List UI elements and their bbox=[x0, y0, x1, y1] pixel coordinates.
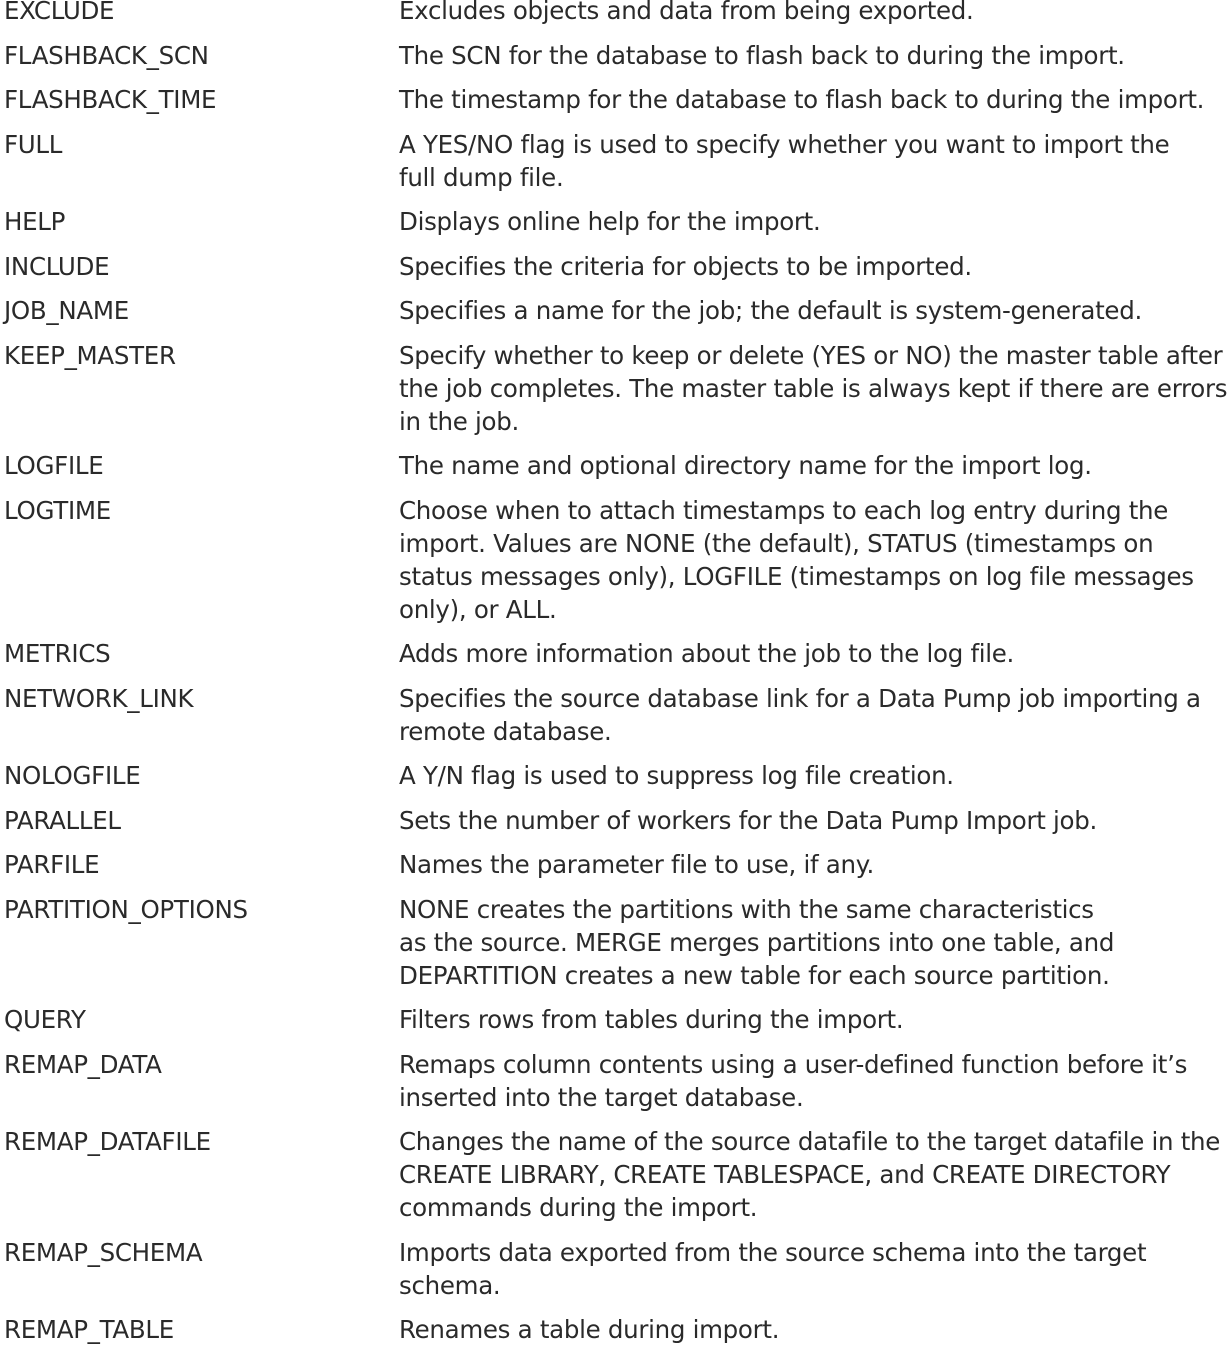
parameter-name: HELP bbox=[4, 207, 66, 236]
table-row bbox=[4, 83, 1230, 116]
parameter-description bbox=[399, 848, 1230, 881]
table-row bbox=[4, 682, 1230, 748]
table-row bbox=[4, 893, 1230, 992]
parameter-name: LOGTIME bbox=[4, 495, 111, 525]
parameter-description bbox=[399, 637, 1230, 670]
parameter-description bbox=[399, 250, 1230, 283]
description-line: Remaps column contents using a user-defined function before it’s bbox=[399, 1049, 1188, 1079]
description-line: Names the parameter file to use, if any. bbox=[399, 850, 874, 879]
parameter-name: KEEP_MASTER bbox=[4, 340, 176, 370]
description-line: NONE creates the partitions with the same characteristics bbox=[399, 894, 1094, 924]
description-line: schema. bbox=[399, 1270, 501, 1300]
table-row bbox=[4, 1236, 1230, 1302]
parameter-name: PARTITION_OPTIONS bbox=[4, 894, 248, 924]
parameter-description bbox=[399, 1003, 1230, 1036]
parameter-name: NOLOGFILE bbox=[4, 761, 141, 790]
parameter-description bbox=[399, 1236, 1230, 1302]
description-line: The timestamp for the database to flash back to during the import. bbox=[399, 85, 1205, 114]
parameter-name: QUERY bbox=[4, 1005, 86, 1034]
parameter-description bbox=[399, 759, 1230, 792]
description-line: Specify whether to keep or delete (YES or NO) the master table after bbox=[399, 340, 1223, 370]
parameter-name: REMAP_DATAFILE bbox=[4, 1127, 211, 1156]
parameter-name: FLASHBACK_SCN bbox=[4, 40, 209, 70]
parameter-description bbox=[399, 804, 1230, 837]
table-row bbox=[4, 637, 1230, 670]
parameter-description bbox=[399, 1125, 1230, 1224]
parameter-name: REMAP_TABLE bbox=[4, 1315, 174, 1344]
description-line: Displays online help for the import. bbox=[399, 207, 821, 236]
parameter-description bbox=[399, 494, 1230, 626]
parameter-description bbox=[399, 0, 1230, 27]
description-line: Specifies the criteria for objects to be imported. bbox=[399, 251, 972, 281]
description-line: import. Values are NONE (the default), STATUS (timestamps on bbox=[399, 528, 1154, 558]
description-line: as the source. MERGE merges partitions into one table, and bbox=[399, 927, 1115, 957]
parameter-description bbox=[399, 893, 1230, 992]
parameter-description bbox=[399, 682, 1230, 748]
description-line: Specifies the source database link for a Data Pump job importing a bbox=[399, 683, 1201, 713]
parameter-name: REMAP_DATA bbox=[4, 1049, 162, 1079]
table-row bbox=[4, 1313, 1230, 1346]
table-row bbox=[4, 1048, 1230, 1114]
description-line: CREATE LIBRARY, CREATE TABLESPACE, and CREATE DIRECTORY bbox=[399, 1160, 1171, 1189]
description-line: status messages only), LOGFILE (timestamps on log file messages bbox=[399, 561, 1194, 591]
table-row bbox=[4, 250, 1230, 283]
parameter-name: PARFILE bbox=[4, 850, 100, 879]
table-row bbox=[4, 848, 1230, 881]
parameter-description bbox=[399, 294, 1230, 327]
parameter-description bbox=[399, 205, 1230, 238]
parameter-description bbox=[399, 1313, 1230, 1346]
table-row bbox=[4, 39, 1230, 72]
parameter-name: FULL bbox=[4, 129, 63, 159]
description-line: A YES/NO flag is used to specify whether you want to import the bbox=[399, 129, 1170, 159]
description-line: remote database. bbox=[399, 716, 612, 746]
description-line: Renames a table during import. bbox=[399, 1315, 780, 1344]
parameter-name: EXCLUDE bbox=[4, 0, 115, 25]
description-line: Specifies a name for the job; the default is system-generated. bbox=[399, 296, 1142, 325]
description-line: in the job. bbox=[399, 406, 519, 436]
description-line: Imports data exported from the source schema into the target bbox=[399, 1237, 1147, 1267]
table-row bbox=[4, 1003, 1230, 1036]
table-row bbox=[4, 294, 1230, 327]
parameter-table bbox=[4, 0, 1230, 1358]
parameter-description bbox=[399, 83, 1230, 116]
description-line: full dump file. bbox=[399, 162, 564, 192]
description-line: DEPARTITION creates a new table for each source partition. bbox=[399, 960, 1110, 990]
parameter-description bbox=[399, 39, 1230, 72]
parameter-name: INCLUDE bbox=[4, 251, 110, 281]
description-line: the job completes. The master table is always kept if there are errors bbox=[399, 373, 1228, 403]
table-row bbox=[4, 1125, 1230, 1224]
table-row bbox=[4, 0, 1230, 27]
parameter-description bbox=[399, 449, 1230, 482]
parameter-name: METRICS bbox=[4, 639, 111, 668]
table-row bbox=[4, 804, 1230, 837]
description-line: commands during the import. bbox=[399, 1193, 758, 1222]
table-row bbox=[4, 205, 1230, 238]
parameter-description bbox=[399, 339, 1230, 438]
description-line: Changes the name of the source datafile to the target datafile in the bbox=[399, 1127, 1221, 1156]
parameter-name: JOB_NAME bbox=[4, 296, 129, 325]
parameter-name: PARALLEL bbox=[4, 805, 121, 835]
description-line: A Y/N flag is used to suppress log file creation. bbox=[399, 761, 954, 790]
description-line: only), or ALL. bbox=[399, 594, 557, 624]
table-row bbox=[4, 128, 1230, 194]
table-row bbox=[4, 759, 1230, 792]
description-line: The name and optional directory name for the import log. bbox=[399, 451, 1092, 480]
parameter-name: REMAP_SCHEMA bbox=[4, 1237, 203, 1267]
parameter-name: LOGFILE bbox=[4, 451, 104, 480]
description-line: The SCN for the database to flash back to during the import. bbox=[399, 40, 1125, 70]
description-line: Choose when to attach timestamps to each log entry during the bbox=[399, 495, 1169, 525]
description-line: Adds more information about the job to the log file. bbox=[399, 639, 1015, 668]
description-line: Filters rows from tables during the import. bbox=[399, 1005, 904, 1034]
table-row bbox=[4, 339, 1230, 438]
parameter-name: NETWORK_LINK bbox=[4, 683, 194, 713]
table-row bbox=[4, 494, 1230, 626]
parameter-description bbox=[399, 128, 1230, 194]
parameter-description bbox=[399, 1048, 1230, 1114]
description-line: Excludes objects and data from being exported. bbox=[399, 0, 974, 25]
description-line: inserted into the target database. bbox=[399, 1082, 804, 1112]
description-line: Sets the number of workers for the Data Pump Import job. bbox=[399, 805, 1097, 835]
parameter-name: FLASHBACK_TIME bbox=[4, 85, 217, 114]
table-row bbox=[4, 449, 1230, 482]
